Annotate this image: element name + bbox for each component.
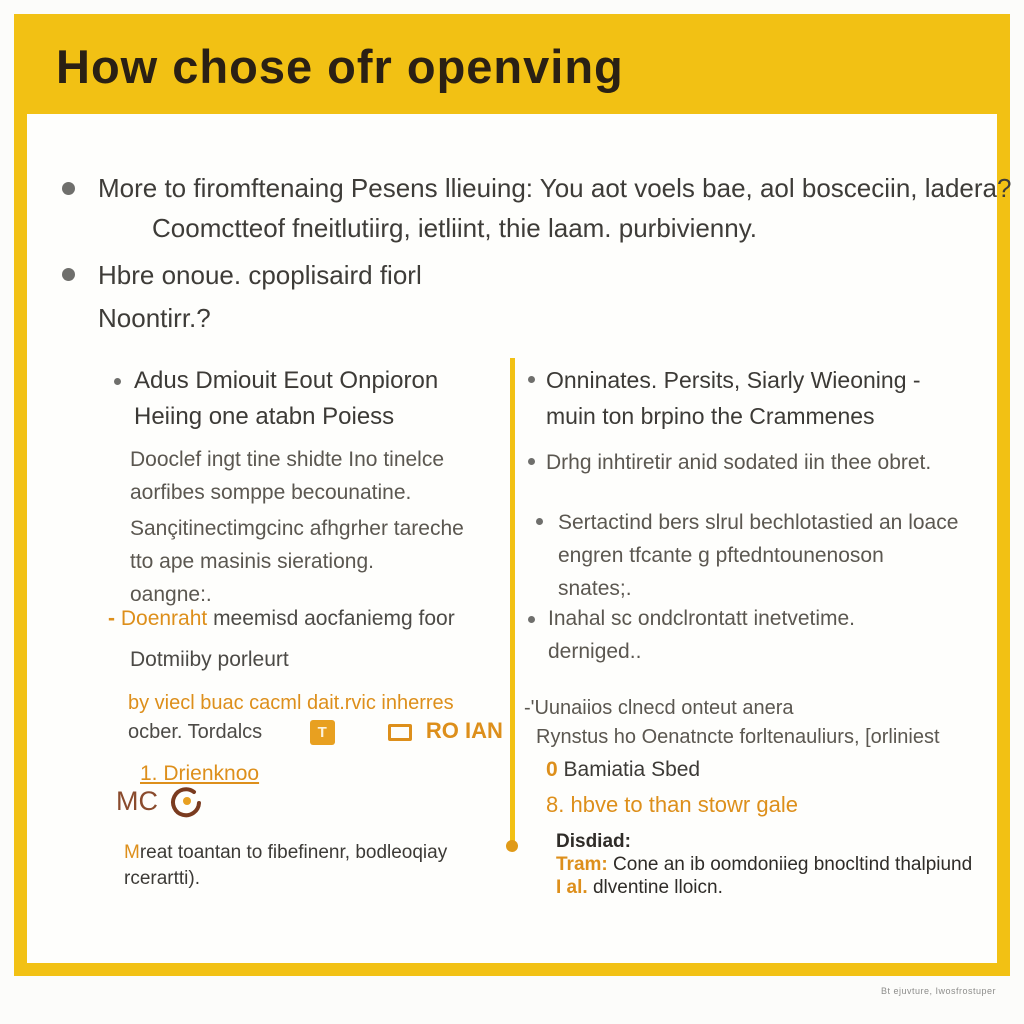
- left-para1-line1: Dooclef ingt tine shidte Ino tinelce: [130, 448, 445, 471]
- right-d1-line2: Rynstus ho Oenatncte forltenauliurs, [orliniest: [536, 726, 940, 748]
- right-num8-row: [546, 792, 798, 818]
- flag-icon: [388, 724, 412, 741]
- ro-lan-group: [388, 718, 503, 743]
- tram-rest: Cone an ib oomdoniieg bnocltind thalpiund: [607, 854, 973, 875]
- left-dash-item: [108, 602, 455, 676]
- lal-line: [556, 876, 972, 899]
- left-para1-line2: aorfibes somppe becounatine.: [130, 481, 412, 504]
- lal-rest: dlventine lloicn.: [587, 877, 723, 898]
- bullet-icon: [62, 268, 75, 281]
- tram-label: Tram:: [556, 854, 608, 875]
- right-bullet-1: [546, 362, 921, 434]
- column-divider: [510, 358, 515, 850]
- left-tordalcs-label: ocber. Tordalcs: [128, 721, 263, 743]
- right-d1-line1: -'Uunaiios clnecd onteut anera: [524, 697, 794, 719]
- dash-icon: -: [108, 607, 115, 630]
- num0-marker: 0: [546, 758, 558, 781]
- mc-label: MC: [116, 786, 158, 816]
- page-title: How chose ofr openving: [56, 40, 624, 93]
- right-bullet-3: [558, 506, 958, 605]
- drienknoo-link[interactable]: 1. Drienknoo: [140, 762, 260, 785]
- swirl-icon: [170, 807, 204, 824]
- num8-text: hbve to than stowr gale: [570, 792, 798, 817]
- right-b3-line1: Sertactind bers slrul bechlotastied an loace: [558, 511, 959, 534]
- left-note-first-letter: M: [124, 842, 140, 863]
- ro-lan-label: RO IAN: [425, 718, 503, 743]
- left-note-rest: reat toantan to fibefinenr, bodleoqiay: [139, 842, 448, 863]
- left-dash-line2: Dotmiiby porleurt: [130, 648, 289, 671]
- intro-bullet-1-line2: Coomctteof fneitlutiirg, ietliint, thie laam. purbivienny.: [152, 213, 758, 243]
- right-b3-line3: snates;.: [558, 577, 632, 600]
- left-note-line2: rcerartti).: [124, 868, 200, 889]
- left-heading-line1: Adus Dmiouit Eout Onpioron: [134, 367, 439, 394]
- right-b4-line2: derniged..: [548, 640, 642, 663]
- bullet-icon: [536, 518, 543, 525]
- left-note: [124, 840, 447, 892]
- tram-line: [556, 853, 972, 876]
- left-dash-word: Doenraht: [120, 607, 208, 630]
- mc-row: [116, 786, 204, 825]
- right-num0-row: [546, 758, 700, 782]
- left-orange-line: by viecl buac cacml dait.rvic inherres: [128, 692, 454, 714]
- right-bullet-2: Drhg inhtiretir anid sodated iin thee obret.: [546, 451, 932, 474]
- right-bullet-4: [548, 602, 855, 668]
- right-b4-line1: Inahal sc ondclrontatt inetvetime.: [548, 607, 856, 630]
- lal-label: I al.: [556, 877, 588, 898]
- square-t-icon[interactable]: T: [310, 720, 335, 745]
- left-dash-rest: meemisd aocfaniemg foor: [207, 607, 455, 630]
- right-b1-line1: Onninates. Persits, Siarly Wieoning -: [546, 367, 921, 393]
- num0-text: Bamiatia Sbed: [563, 758, 701, 781]
- left-para2-line3: oangne:.: [130, 583, 212, 606]
- right-disdiad-block: [556, 830, 972, 899]
- right-dash-item: [524, 694, 940, 752]
- footer-note: Bt ejuvture, Iwosfrostuper: [880, 986, 996, 996]
- title-bar: [20, 19, 1004, 114]
- divider-end-dot-icon: [506, 840, 518, 852]
- num8-marker: 8.: [546, 792, 565, 817]
- left-heading-line2: Heiing one atabn Poiess: [134, 403, 395, 430]
- intro-bullet-2-line2: Noontirr.?: [98, 303, 211, 333]
- left-note-line1: [124, 840, 447, 866]
- bullet-icon: [528, 458, 535, 465]
- bullet-icon: [528, 376, 535, 383]
- bullet-icon: [62, 182, 75, 195]
- bullet-icon: [114, 378, 121, 385]
- left-tordalcs-row: [128, 718, 503, 745]
- disdiad-label: Disdiad:: [556, 831, 631, 852]
- right-b3-line2: engren tfcante g pftedntounenoson: [558, 544, 884, 567]
- left-para2-line1: Sançitinectimgcinc afhgrher tareche: [130, 517, 464, 540]
- left-para2-line2: tto ape masinis sierationg.: [130, 550, 374, 573]
- intro-bullet-1-line1: More to firomftenaing Pesens llieuing: You aot voels bae, aol bosceciin, ladera?: [98, 173, 1012, 203]
- left-paragraph-1: [130, 443, 444, 509]
- bullet-icon: [528, 616, 535, 623]
- intro-bullet-2-line1: Hbre onoue. cpoplisaird fiorl: [98, 260, 422, 290]
- right-b1-line2: muin ton brpino the Crammenes: [546, 403, 875, 429]
- left-paragraph-2: [130, 512, 464, 611]
